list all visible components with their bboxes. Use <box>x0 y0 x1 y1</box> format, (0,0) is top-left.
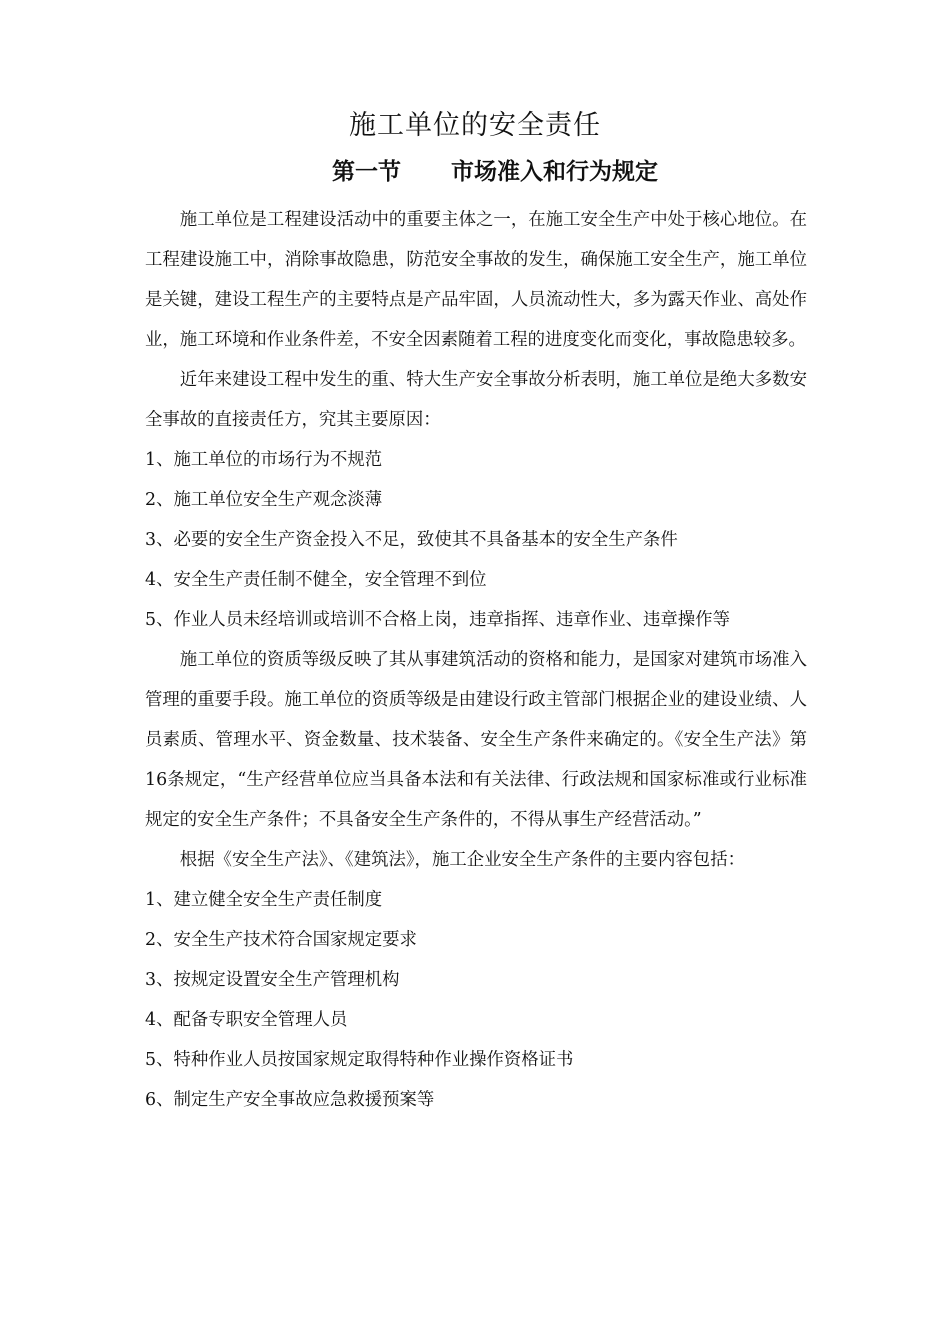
paragraph-conditions-intro: 根据《安全生产法》、《建筑法》，施工企业安全生产条件的主要内容包括： <box>179 850 745 870</box>
list-item: 1、建立健全安全生产责任制度 <box>145 890 383 910</box>
list-item: 5、作业人员未经培训或培训不合格上岗，违章指挥、违章作业、违章操作等 <box>145 610 730 630</box>
section-title: 市场准入和行为规定 <box>451 158 658 185</box>
document-body <box>145 200 807 1120</box>
list-item: 3、按规定设置安全生产管理机构 <box>145 970 400 990</box>
document-title: 施工单位的安全责任 <box>349 110 601 141</box>
list-item: 3、必要的安全生产资金投入不足，致使其不具备基本的安全生产条件 <box>145 530 678 550</box>
list-item: 1、施工单位的市场行为不规范 <box>145 450 383 470</box>
paragraph-accident-analysis: 近年来建设工程中发生的重、特大生产安全事故分析表明，施工单位是绝大多数安全事故的直接责任方，究其主要原因： <box>145 370 807 430</box>
paragraph-intro: 施工单位是工程建设活动中的重要主体之一，在施工安全生产中处于核心地位。在工程建设施工中，消除事故隐患，防范安全事故的发生，确保施工安全生产，施工单位是关键，建设工程生产的主要特点是产品牢固，人员流动性大，多为露天作业、高处作业，施工环境和作业条件差，不安全因素随着工程的进度变化而变化，事故隐患较多。 <box>145 210 807 350</box>
list-item: 2、安全生产技术符合国家规定要求 <box>145 930 417 950</box>
list-item: 4、安全生产责任制不健全，安全管理不到位 <box>145 570 487 590</box>
list-item: 2、施工单位安全生产观念淡薄 <box>145 490 383 510</box>
list-item: 4、配备专职安全管理人员 <box>145 1010 348 1030</box>
list-item: 6、制定生产安全事故应急救援预案等 <box>145 1090 435 1110</box>
conditions-list <box>145 880 807 1120</box>
paragraph-qualification: 施工单位的资质等级反映了其从事建筑活动的资格和能力，是国家对建筑市场准入管理的重要手段。施工单位的资质等级是由建设行政主管部门根据企业的建设业绩、人员素质、管理水平、资金数量、技术装备、安全生产条件来确定的。《安全生产法》第16条规定，“生产经营单位应当具备本法和有关法律、行政法规和国家标准或行业标准规定的安全生产条件；不具备安全生产条件的，不得从事生产经营活动。” <box>145 650 807 830</box>
list-item: 5、特种作业人员按国家规定取得特种作业操作资格证书 <box>145 1050 574 1070</box>
section-number: 第一节 <box>332 158 401 185</box>
section-heading <box>0 154 950 190</box>
reasons-list <box>145 440 807 640</box>
